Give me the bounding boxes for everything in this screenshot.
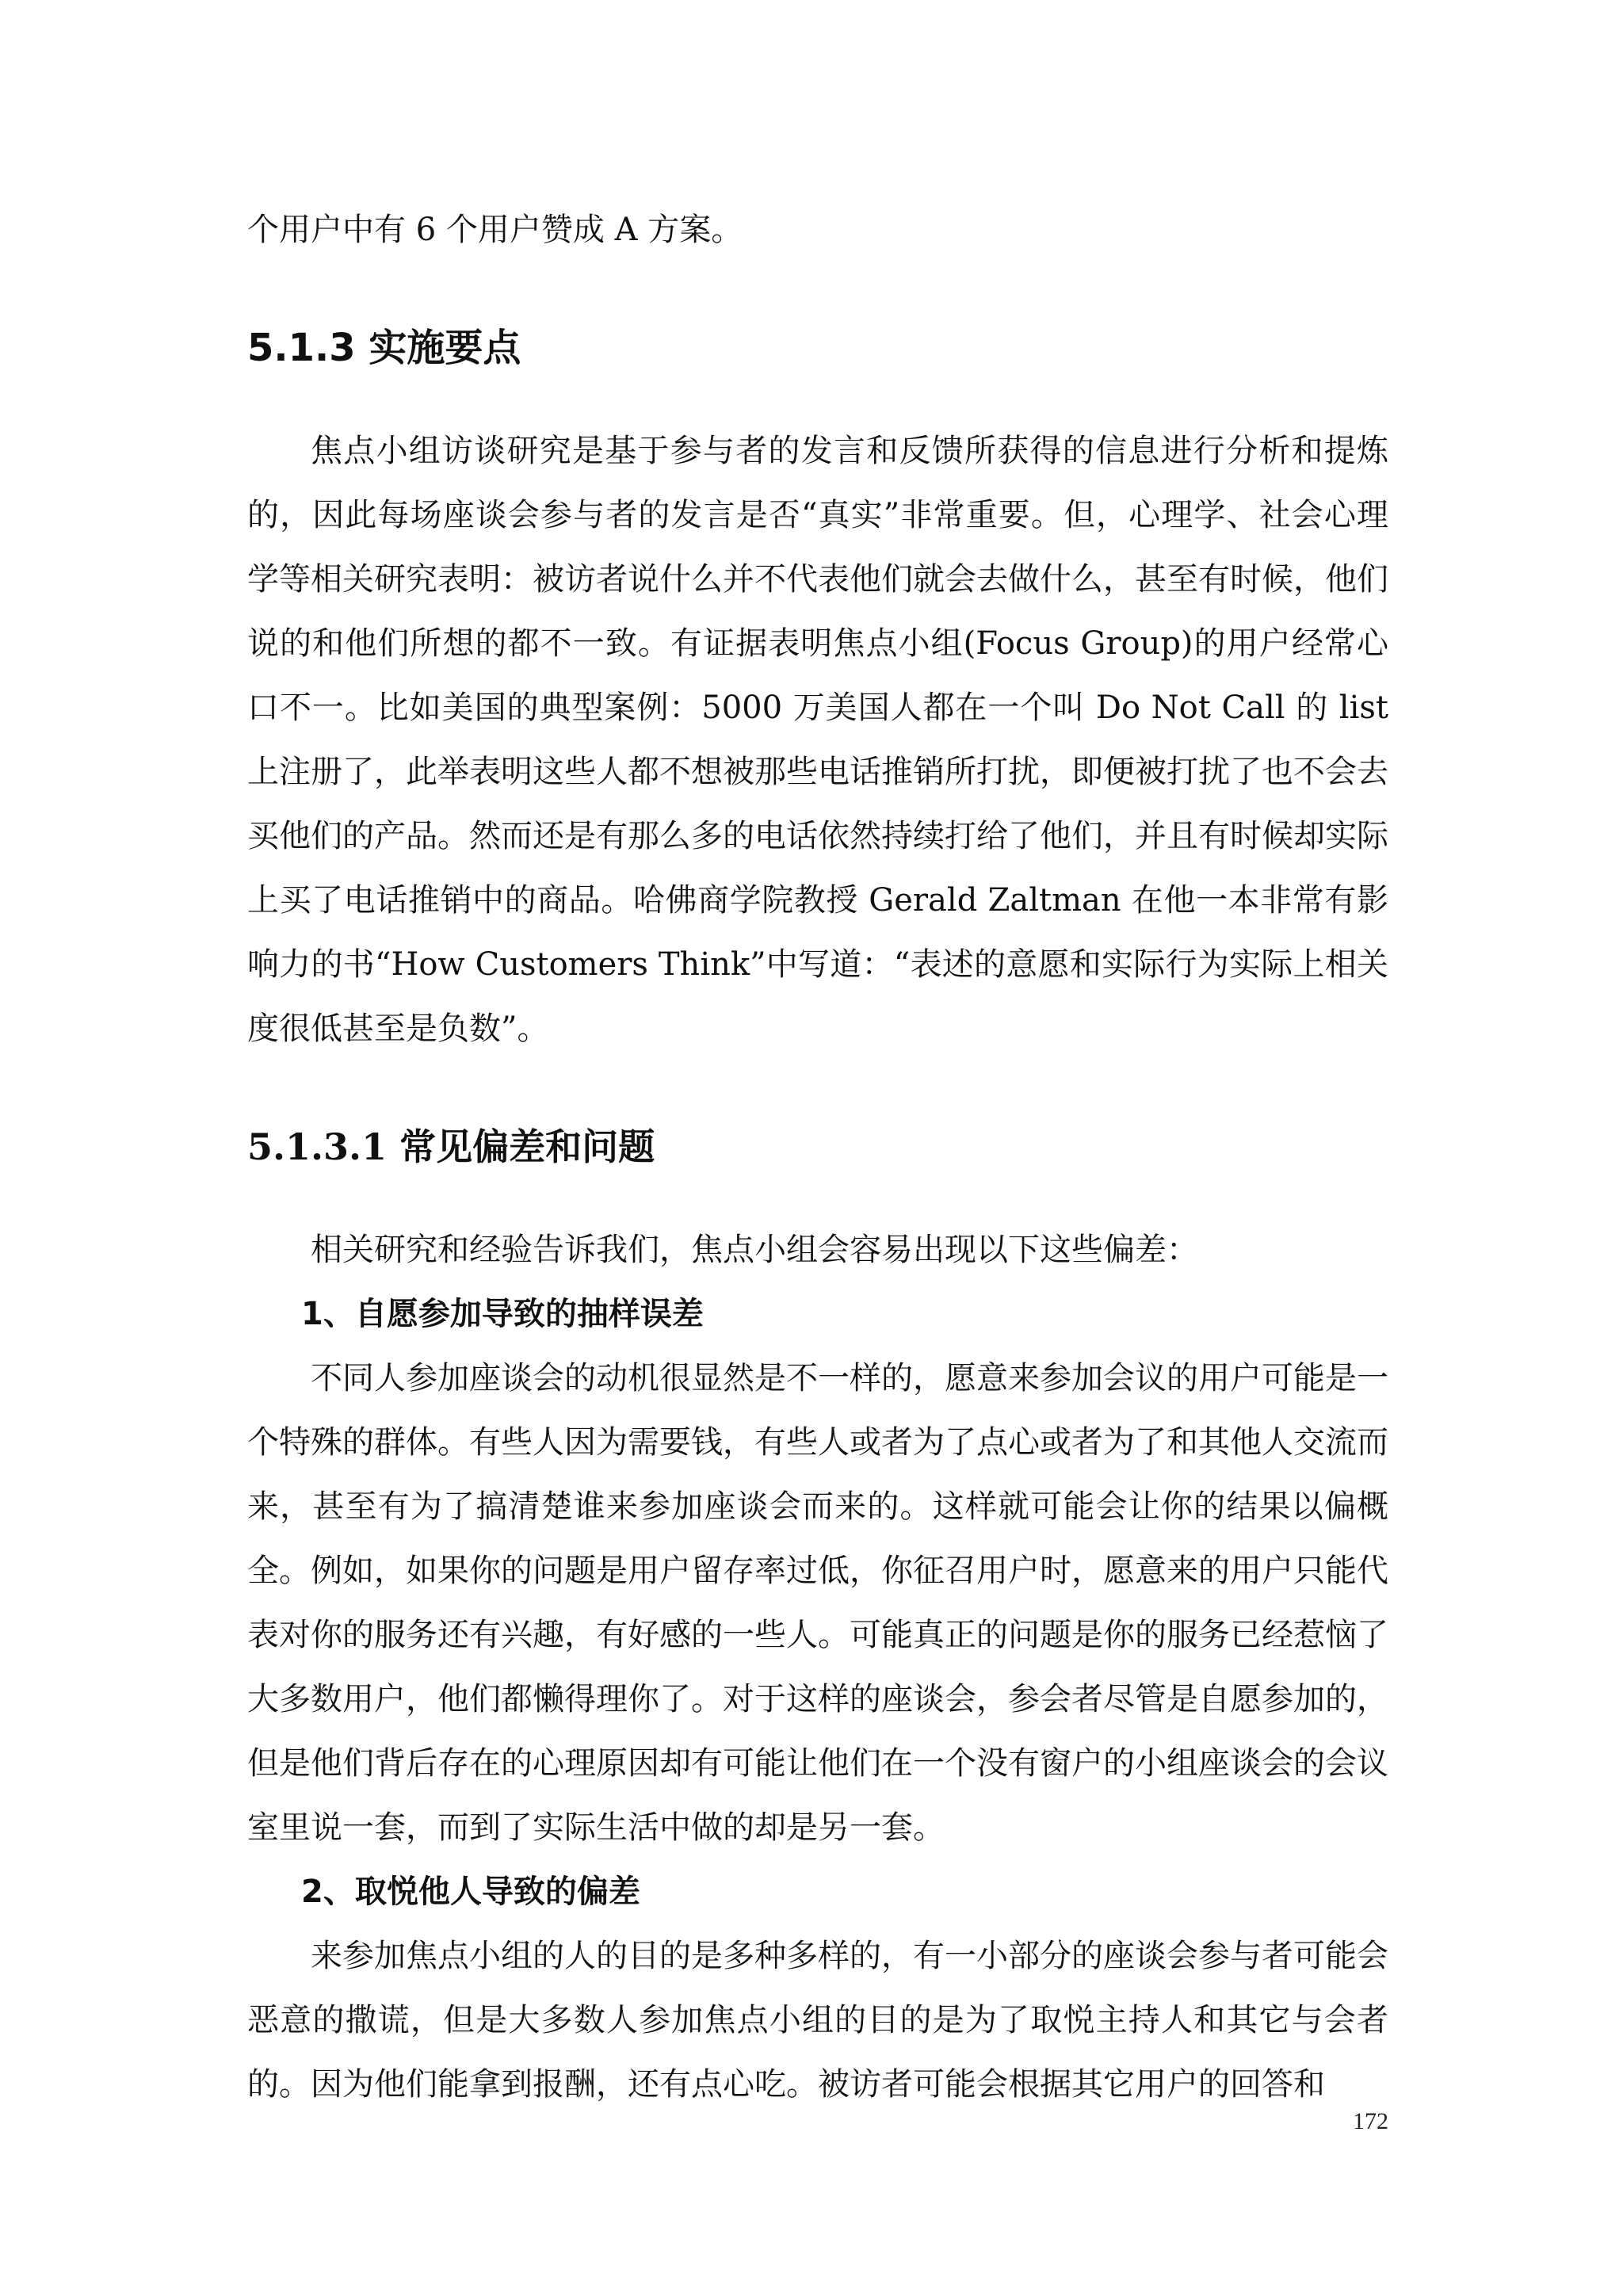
paragraph-sampling-error: 不同人参加座谈会的动机很显然是不一样的，愿意来参加会议的用户可能是一个特殊的群体。有些人因为需要钱，有些人或者为了点心或者为了和其他人交流而来，甚至有为了搞清楚谁来参加座谈会而来的。这样就可能会让你的结果以偏概全。例如，如果你的问题是用户留存率过低，你征召用户时，愿意来的用户只能代表对你的服务还有兴趣，有好感的一些人。可能真正的问题是你的服务已经惹恼了大多数用户，他们都懒得理你了。对于这样的座谈会，参会者尽管是自愿参加的，但是他们背后存在的心理原因却有可能让他们在一个没有窗户的小组座谈会的会议室里说一套，而到了实际生活中做的却是另一套。 <box>247 1360 1388 1846</box>
section-heading-5-1-3: 5.1.3 实施要点 <box>247 326 521 370</box>
subheading-pleasing-bias: 2、取悦他人导致的偏差 <box>301 1874 640 1910</box>
paragraph-pleasing-bias: 来参加焦点小组的人的目的是多种多样的，有一小部分的座谈会参与者可能会恶意的撒谎，但是大多数人参加焦点小组的目的是为了取悦主持人和其它与会者的。因为他们能拿到报酬，还有点心吃。被访者可能会根据其它用户的回答和 <box>247 1938 1388 2103</box>
subheading-sampling-error: 1、自愿参加导致的抽样误差 <box>301 1296 704 1332</box>
paragraph-continuation: 个用户中有 6 个用户赞成 A 方案。 <box>247 212 743 248</box>
page-number: 172 <box>1353 2108 1388 2134</box>
paragraph-implementation: 焦点小组访谈研究是基于参与者的发言和反馈所获得的信息进行分析和提炼的，因此每场座谈会参与者的发言是否“真实”非常重要。但，心理学、社会心理学等相关研究表明：被访者说什么并不代表他们就会去做什么，甚至有时候，他们说的和他们所想的都不一致。有证据表明焦点小组(Focus Group)的用户经常心口不一。比如美国的典型案例：5000 万美国人都在一个叫 Do Not Call 的 list 上注册了，此举表明这些人都不想被那些电话推销所打扰，即便被打扰了也不会去买他们的产品。然而还是有那么多的电话依然持续打给了他们，并且有时候却实际上买了电话推销中的商品。哈佛商学院教授 Gerald Zaltman 在他一本非常有影响力的书“How Customers Think”中写道：“表述的意愿和实际行为实际上相关度很低甚至是负数”。 <box>247 433 1388 1047</box>
section-heading-5-1-3-1: 5.1.3.1 常见偏差和问题 <box>247 1125 655 1168</box>
paragraph-bias-intro: 相关研究和经验告诉我们，焦点小组会容易出现以下这些偏差： <box>311 1232 1198 1268</box>
page-content <box>247 198 1388 2117</box>
